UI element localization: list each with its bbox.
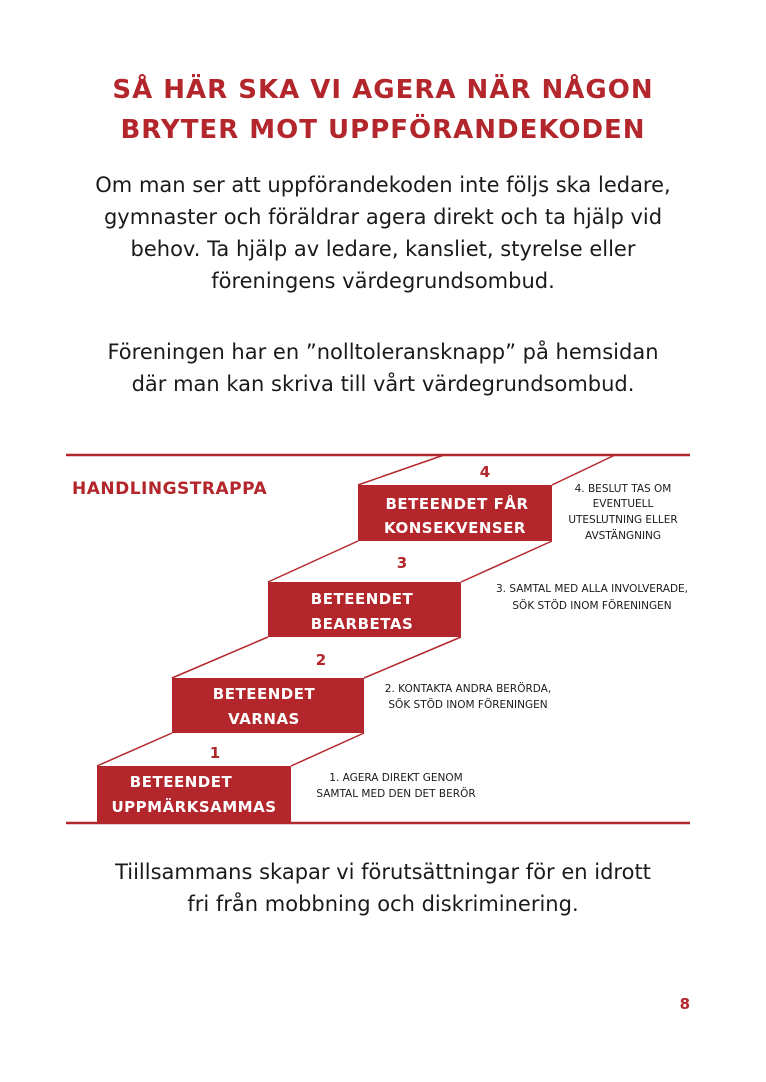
step-4-description: AVSTÄNGNING [584,530,662,542]
intro-line: Om man ser att uppförandekoden inte följs ska ledare, [95,173,671,197]
tolerance-button-paragraph [40,336,726,400]
step-1-description: SAMTAL MED DEN DET BERÖR [316,788,476,800]
step-3-description: 3. SAMTAL MED ALLA INVOLVERADE, [495,583,689,595]
tolerance-line: Föreningen har en ”nolltoleransknapp” på hemsidan [107,340,659,364]
step-4-description: 4. BESLUT TAS OM [574,483,672,495]
step-2-label: BETEENDET [212,685,316,703]
step-1-description: 1. AGERA DIREKT GENOM [329,772,463,784]
step-2-number: 2 [315,651,327,669]
step-2-label: VARNAS [228,710,300,728]
step-4-description: EVENTUELL [592,498,654,510]
step-4-number: 4 [479,463,491,481]
page-title [0,70,766,150]
step-4-label: BETEENDET FÅR [385,495,529,513]
intro-line: föreningens värdegrundsombud. [211,269,555,293]
intro-line: behov. Ta hjälp av ledare, kansliet, styrelse eller [130,237,636,261]
intro-line: gymnaster och föräldrar agera direkt och ta hjälp vid [103,205,663,229]
step-3-description: SÖK STÖD INOM FÖRENINGEN [512,600,672,612]
step-1-label: BETEENDET [129,773,233,791]
closing-paragraph [40,856,726,920]
step-3-label: BETEENDET [310,590,414,608]
page-number: 8 [679,995,690,1013]
tolerance-line: där man kan skriva till vårt värdegrundsombud. [131,372,635,396]
step-3-number: 3 [396,554,408,572]
step-3-label: BEARBETAS [310,615,414,633]
title-line: SÅ HÄR SKA VI AGERA NÄR NÅGON [112,75,654,105]
step-1-label: UPPMÄRKSAMMAS [111,798,277,816]
ladder-title: HANDLINGSTRAPPA [72,479,268,499]
closing-line: fri från mobbning och diskriminering. [187,892,579,916]
step-1-number: 1 [209,744,221,762]
intro-paragraph [40,169,726,297]
action-ladder-diagram [0,440,766,840]
step-4-label: KONSEKVENSER [384,519,526,537]
step-2-description: 2. KONTAKTA ANDRA BERÖRDA, [384,683,552,695]
step-2-description: SÖK STÖD INOM FÖRENINGEN [388,699,548,711]
step-4-description: UTESLUTNING ELLER [568,514,678,526]
closing-line: Tiillsammans skapar vi förutsättningar för en idrott [115,860,651,884]
title-line: BRYTER MOT UPPFÖRANDEKODEN [120,115,646,145]
